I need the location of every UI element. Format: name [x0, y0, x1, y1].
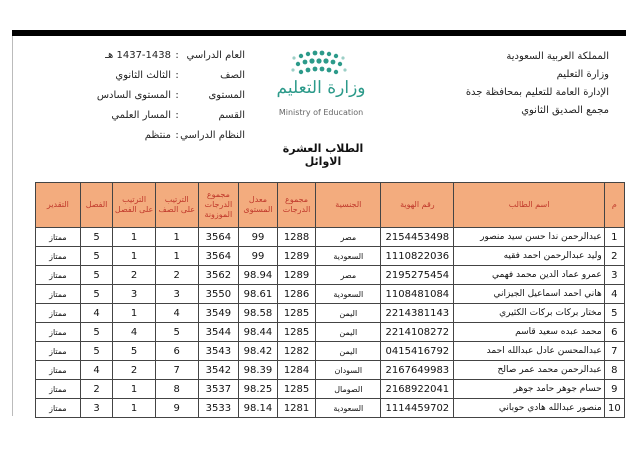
table-cell: 3 [155, 285, 198, 304]
table-cell: 1284 [277, 361, 316, 380]
table-row [36, 228, 625, 247]
table-cell: 98.39 [239, 361, 278, 380]
table-cell: 2 [80, 380, 112, 399]
table-cell: 1 [113, 228, 156, 247]
table-cell: عبدالرحمن محمد عمر صالح [454, 361, 604, 380]
column-header: الترتيب على الفصل [113, 183, 156, 228]
column-header: م [604, 183, 624, 228]
table-cell: 2154453498 [381, 228, 454, 247]
document-title: الطلاب العشرة الاوائل [282, 142, 364, 168]
column-header: معدل المستوى [239, 183, 278, 228]
table-cell: 1289 [277, 266, 316, 285]
table-row [36, 266, 625, 285]
table-row [36, 304, 625, 323]
table-cell: 1 [113, 304, 156, 323]
table-cell: ممتاز [36, 342, 81, 361]
table-cell: ممتاز [36, 380, 81, 399]
table-cell: 1288 [277, 228, 316, 247]
table-cell: 98.42 [239, 342, 278, 361]
table-row [36, 285, 625, 304]
table-cell: السعودية [316, 285, 381, 304]
table-cell: 1 [155, 228, 198, 247]
table-cell: 9 [604, 380, 624, 399]
table-row [36, 361, 625, 380]
column-header: اسم الطالب [454, 183, 604, 228]
table-cell: مختار بركات بركات الكثيري [454, 304, 604, 323]
table-cell: 3564 [198, 247, 239, 266]
column-header: الجنسية [316, 183, 381, 228]
table-cell: عمرو عماد الدين محمد فهمي [454, 266, 604, 285]
table-cell: 3 [113, 285, 156, 304]
table-cell: هاني احمد اسماعيل الجيزاني [454, 285, 604, 304]
table-cell: 4 [113, 323, 156, 342]
table-cell: 3542 [198, 361, 239, 380]
table-cell: ممتاز [36, 304, 81, 323]
info-row-system: النظام الدراسي : منتظم [75, 126, 245, 146]
table-cell: 6 [604, 323, 624, 342]
info-value: الثالث الثانوي [115, 70, 171, 81]
table-cell: 1285 [277, 323, 316, 342]
info-row-level: المستوى : المستوى السادس [75, 86, 245, 106]
table-cell: 1 [113, 380, 156, 399]
table-cell: 7 [604, 342, 624, 361]
table-cell: 3562 [198, 266, 239, 285]
table-cell: 4 [604, 285, 624, 304]
table-cell: اليمن [316, 323, 381, 342]
table-cell: 99 [239, 228, 278, 247]
table-cell: 1281 [277, 399, 316, 418]
table-cell: 4 [155, 304, 198, 323]
table-body [36, 228, 625, 418]
table-cell: وليد عبدالرحمن احمد فقيه [454, 247, 604, 266]
table-cell: ممتاز [36, 361, 81, 380]
table-cell: محمد عبده سعيد قاسم [454, 323, 604, 342]
table-cell: 5 [80, 228, 112, 247]
header-organization [429, 48, 609, 120]
table-cell: 3543 [198, 342, 239, 361]
table-cell: عبدالمحسن عادل عبدالله احمد [454, 342, 604, 361]
table-cell: 3550 [198, 285, 239, 304]
table-cell: 98.25 [239, 380, 278, 399]
table-cell: حسام جوهر حامد جوهر [454, 380, 604, 399]
table-cell: 5 [80, 285, 112, 304]
table-cell: 4 [80, 304, 112, 323]
table-cell: 5 [80, 323, 112, 342]
header-academic-info [75, 46, 245, 146]
ministry-logo [271, 48, 381, 128]
table-cell: 1114459702 [381, 399, 454, 418]
table-cell: مصر [316, 266, 381, 285]
table-cell: 2 [604, 247, 624, 266]
info-key: الصف [220, 70, 245, 81]
header-school: مجمع الصديق الثانوي [521, 105, 609, 116]
table-cell: ممتاز [36, 228, 81, 247]
table-row [36, 380, 625, 399]
table-cell: 3544 [198, 323, 239, 342]
table-cell: 5 [80, 342, 112, 361]
info-value: المسار العلمي [111, 110, 171, 121]
table-row [36, 342, 625, 361]
table-cell: 3 [80, 399, 112, 418]
info-key: العام الدراسي [186, 50, 245, 61]
table-cell: 1110822036 [381, 247, 454, 266]
table-cell: 99 [239, 247, 278, 266]
table-header-row [36, 183, 625, 228]
table-cell: 1 [604, 228, 624, 247]
logo-dots-icon [271, 48, 371, 82]
header-directorate: الإدارة العامة للتعليم بمحافظة جدة [465, 87, 609, 98]
table-cell: 1 [155, 247, 198, 266]
logo-english-text: Ministry of Education [278, 108, 364, 117]
table-cell: ممتاز [36, 266, 81, 285]
info-value: 1437-1438 هـ [105, 50, 171, 61]
column-header: التقدير [36, 183, 81, 228]
table-row [36, 247, 625, 266]
column-header: مجموع الدرجات [277, 183, 316, 228]
table-cell: 5 [155, 323, 198, 342]
table-cell: السعودية [316, 247, 381, 266]
table-cell: 7 [155, 361, 198, 380]
table-cell: 3533 [198, 399, 239, 418]
info-row-year: العام الدراسي : 1437-1438 هـ [75, 46, 245, 66]
table-cell: مصر [316, 228, 381, 247]
column-header: رقم الهوية [381, 183, 454, 228]
column-header: الفصل [80, 183, 112, 228]
table-cell: 3 [604, 266, 624, 285]
table-cell: 2214381143 [381, 304, 454, 323]
table-cell: 4 [80, 361, 112, 380]
table-cell: منصور عبدالله هادي حوباني [454, 399, 604, 418]
info-row-grade: الصف : الثالث الثانوي [75, 66, 245, 86]
table-cell: اليمن [316, 342, 381, 361]
top-students-table [35, 182, 625, 418]
column-header: مجموع الدرجات الموزونة [198, 183, 239, 228]
table-cell: 2167649983 [381, 361, 454, 380]
column-header: الترتيب على الصف [155, 183, 198, 228]
table-cell: 1 [113, 247, 156, 266]
table-cell: 1286 [277, 285, 316, 304]
table-cell: 2195275454 [381, 266, 454, 285]
table-cell: 3564 [198, 228, 239, 247]
table-cell: 2 [155, 266, 198, 285]
info-key: المستوى [208, 90, 245, 101]
table-cell: 5 [113, 342, 156, 361]
info-key: القسم [218, 110, 245, 121]
table-cell: ممتاز [36, 399, 81, 418]
table-cell: 1289 [277, 247, 316, 266]
logo-arabic-text: وزارة التعليم [276, 78, 366, 98]
table-cell: السودان [316, 361, 381, 380]
table-cell: 98.94 [239, 266, 278, 285]
table-cell: اليمن [316, 304, 381, 323]
table-cell: 1 [113, 399, 156, 418]
table-cell: ممتاز [36, 247, 81, 266]
table-cell: 98.58 [239, 304, 278, 323]
table-cell: 2 [113, 361, 156, 380]
table-cell: 1108481084 [381, 285, 454, 304]
table-cell: 5 [604, 304, 624, 323]
header-ministry: وزارة التعليم [556, 69, 609, 80]
document-sheet [12, 36, 627, 416]
table-cell: 5 [80, 266, 112, 285]
table-cell: 1285 [277, 380, 316, 399]
table-cell: 1282 [277, 342, 316, 361]
table-cell: 1285 [277, 304, 316, 323]
table-cell: 2168922041 [381, 380, 454, 399]
table-cell: 10 [604, 399, 624, 418]
info-value: منتظم [144, 130, 171, 141]
info-row-section: القسم : المسار العلمي [75, 106, 245, 126]
table-cell: 98.44 [239, 323, 278, 342]
table-cell: 2 [113, 266, 156, 285]
table-cell: 0415416792 [381, 342, 454, 361]
table-cell: 5 [80, 247, 112, 266]
table-cell: عبدالرحمن ندا حسن سيد منصور [454, 228, 604, 247]
table-cell: ممتاز [36, 285, 81, 304]
table-cell: 98.61 [239, 285, 278, 304]
table-row [36, 399, 625, 418]
table-cell: 98.14 [239, 399, 278, 418]
table-cell: 8 [604, 361, 624, 380]
table-cell: 2214108272 [381, 323, 454, 342]
table-cell: 6 [155, 342, 198, 361]
table-cell: 8 [155, 380, 198, 399]
table-cell: 3537 [198, 380, 239, 399]
info-value: المستوى السادس [96, 90, 171, 101]
table-row [36, 323, 625, 342]
table-cell: السعودية [316, 399, 381, 418]
header-kingdom: المملكة العربية السعودية [506, 51, 609, 62]
table-cell: الصومال [316, 380, 381, 399]
table-cell: 9 [155, 399, 198, 418]
table-cell: ممتاز [36, 323, 81, 342]
table-cell: 3549 [198, 304, 239, 323]
info-key: النظام الدراسي [180, 130, 245, 141]
